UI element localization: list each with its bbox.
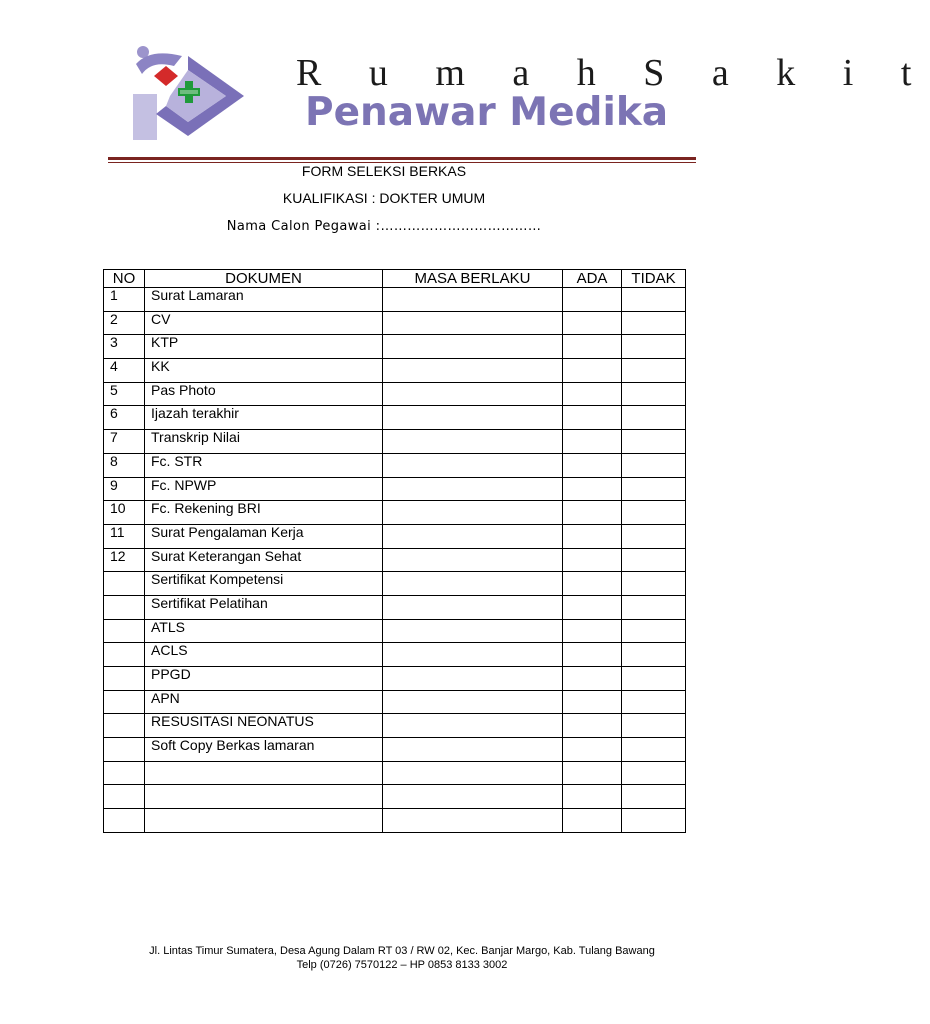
row-document: ATLS	[145, 619, 383, 643]
row-document: Sertifikat Kompetensi	[145, 572, 383, 596]
row-validity-cell[interactable]	[383, 453, 563, 477]
table-row	[104, 453, 686, 477]
row-tidak-cell[interactable]	[622, 643, 686, 667]
row-validity-cell[interactable]	[383, 311, 563, 335]
row-number: 11	[104, 524, 145, 548]
row-ada-cell[interactable]	[563, 690, 622, 714]
row-document: Fc. NPWP	[145, 477, 383, 501]
row-ada-cell[interactable]	[563, 572, 622, 596]
footer-address: Jl. Lintas Timur Sumatera, Desa Agung Dalam RT 03 / RW 02, Kec. Banjar Margo, Kab. Tulang Bawang	[149, 945, 655, 957]
table-row	[104, 667, 686, 691]
row-number: 1	[104, 288, 145, 312]
row-number	[104, 619, 145, 643]
row-document: Transkrip Nilai	[145, 430, 383, 454]
row-tidak-cell[interactable]	[622, 335, 686, 359]
row-number: 12	[104, 548, 145, 572]
row-validity-cell[interactable]	[383, 572, 563, 596]
column-header-masa-berlaku: MASA BERLAKU	[383, 270, 563, 288]
row-tidak-cell[interactable]	[622, 785, 686, 809]
table-row	[104, 643, 686, 667]
qualification-label: KUALIFIKASI : DOKTER UMUM	[282, 190, 486, 206]
row-tidak-cell[interactable]	[622, 430, 686, 454]
row-document: APN	[145, 690, 383, 714]
row-document: Pas Photo	[145, 382, 383, 406]
column-header-ada: ADA	[563, 270, 622, 288]
row-number: 2	[104, 311, 145, 335]
table-row	[104, 809, 686, 833]
row-validity-cell[interactable]	[383, 335, 563, 359]
row-document: Surat Pengalaman Kerja	[145, 524, 383, 548]
row-ada-cell[interactable]	[563, 619, 622, 643]
row-validity-cell[interactable]	[383, 477, 563, 501]
table-row	[104, 714, 686, 738]
row-validity-cell[interactable]	[383, 714, 563, 738]
row-number: 3	[104, 335, 145, 359]
row-tidak-cell[interactable]	[622, 288, 686, 312]
row-ada-cell[interactable]	[563, 335, 622, 359]
table-row	[104, 311, 686, 335]
row-tidak-cell[interactable]	[622, 667, 686, 691]
row-number	[104, 785, 145, 809]
table-row	[104, 524, 686, 548]
row-ada-cell[interactable]	[563, 761, 622, 785]
table-row	[104, 548, 686, 572]
table-row	[104, 738, 686, 762]
table-row	[104, 501, 686, 525]
row-ada-cell[interactable]	[563, 406, 622, 430]
row-number	[104, 667, 145, 691]
row-document: CV	[145, 311, 383, 335]
row-ada-cell[interactable]	[563, 311, 622, 335]
row-validity-cell[interactable]	[383, 548, 563, 572]
row-tidak-cell[interactable]	[622, 572, 686, 596]
footer-phone: Telp (0726) 7570122 – HP 0853 8133 3002	[296, 959, 508, 971]
row-tidak-cell[interactable]	[622, 382, 686, 406]
table-row	[104, 619, 686, 643]
row-number	[104, 809, 145, 833]
row-ada-cell[interactable]	[563, 785, 622, 809]
hospital-name-line2: Penawar Medika	[305, 90, 669, 135]
row-tidak-cell[interactable]	[622, 738, 686, 762]
row-number: 5	[104, 382, 145, 406]
row-document: KTP	[145, 335, 383, 359]
row-tidak-cell[interactable]	[622, 501, 686, 525]
row-validity-cell[interactable]	[383, 667, 563, 691]
row-document: Surat Keterangan Sehat	[145, 548, 383, 572]
document-checklist-table	[103, 269, 686, 833]
row-document: RESUSITASI NEONATUS	[145, 714, 383, 738]
row-validity-cell[interactable]	[383, 690, 563, 714]
row-number	[104, 714, 145, 738]
row-number	[104, 690, 145, 714]
column-header-no: NO	[104, 270, 145, 288]
row-tidak-cell[interactable]	[622, 619, 686, 643]
row-number: 10	[104, 501, 145, 525]
row-number: 8	[104, 453, 145, 477]
row-validity-cell[interactable]	[383, 359, 563, 383]
row-tidak-cell[interactable]	[622, 595, 686, 619]
column-header-dokumen: DOKUMEN	[145, 270, 383, 288]
table-row	[104, 288, 686, 312]
row-ada-cell[interactable]	[563, 548, 622, 572]
row-document: Surat Lamaran	[145, 288, 383, 312]
row-validity-cell[interactable]	[383, 761, 563, 785]
row-validity-cell[interactable]	[383, 738, 563, 762]
table-row	[104, 406, 686, 430]
column-header-tidak: TIDAK	[622, 270, 686, 288]
row-validity-cell[interactable]	[383, 785, 563, 809]
row-tidak-cell[interactable]	[622, 690, 686, 714]
row-number: 4	[104, 359, 145, 383]
row-document	[145, 785, 383, 809]
row-document: Ijazah terakhir	[145, 406, 383, 430]
row-validity-cell[interactable]	[383, 619, 563, 643]
table-row	[104, 477, 686, 501]
row-validity-cell[interactable]	[383, 382, 563, 406]
hospital-logo	[130, 44, 248, 144]
row-validity-cell[interactable]	[383, 406, 563, 430]
row-ada-cell[interactable]	[563, 359, 622, 383]
row-ada-cell[interactable]	[563, 453, 622, 477]
table-row	[104, 785, 686, 809]
form-title: FORM SELEKSI BERKAS	[301, 163, 467, 179]
row-validity-cell[interactable]	[383, 524, 563, 548]
row-validity-cell[interactable]	[383, 595, 563, 619]
header-divider	[108, 157, 696, 160]
row-number	[104, 595, 145, 619]
table-row	[104, 595, 686, 619]
row-validity-cell[interactable]	[383, 430, 563, 454]
row-document: KK	[145, 359, 383, 383]
row-tidak-cell[interactable]	[622, 406, 686, 430]
row-validity-cell[interactable]	[383, 809, 563, 833]
row-tidak-cell[interactable]	[622, 453, 686, 477]
row-number	[104, 572, 145, 596]
hospital-name-line1: R u m a h S a k i t	[296, 52, 930, 94]
row-document: Fc. STR	[145, 453, 383, 477]
table-row	[104, 430, 686, 454]
row-tidak-cell[interactable]	[622, 524, 686, 548]
row-ada-cell[interactable]	[563, 430, 622, 454]
row-number	[104, 643, 145, 667]
row-document: Sertifikat Pelatihan	[145, 595, 383, 619]
candidate-name-field: Nama Calon Pegawai :………………………………	[226, 219, 542, 234]
row-ada-cell[interactable]	[563, 809, 622, 833]
row-document	[145, 761, 383, 785]
row-tidak-cell[interactable]	[622, 714, 686, 738]
row-number: 6	[104, 406, 145, 430]
table-row	[104, 382, 686, 406]
table-header-row	[104, 270, 686, 288]
row-tidak-cell[interactable]	[622, 548, 686, 572]
row-tidak-cell[interactable]	[622, 477, 686, 501]
table-row	[104, 761, 686, 785]
row-ada-cell[interactable]	[563, 288, 622, 312]
table-row	[104, 690, 686, 714]
row-validity-cell[interactable]	[383, 643, 563, 667]
row-ada-cell[interactable]	[563, 667, 622, 691]
row-document	[145, 809, 383, 833]
row-ada-cell[interactable]	[563, 501, 622, 525]
table-row	[104, 572, 686, 596]
row-ada-cell[interactable]	[563, 382, 622, 406]
row-tidak-cell[interactable]	[622, 359, 686, 383]
row-validity-cell[interactable]	[383, 501, 563, 525]
row-tidak-cell[interactable]	[622, 761, 686, 785]
row-document: ACLS	[145, 643, 383, 667]
row-tidak-cell[interactable]	[622, 311, 686, 335]
row-document: Soft Copy Berkas lamaran	[145, 738, 383, 762]
row-ada-cell[interactable]	[563, 524, 622, 548]
row-validity-cell[interactable]	[383, 288, 563, 312]
row-number	[104, 761, 145, 785]
row-document: Fc. Rekening BRI	[145, 501, 383, 525]
row-tidak-cell[interactable]	[622, 809, 686, 833]
row-document: PPGD	[145, 667, 383, 691]
table-row	[104, 335, 686, 359]
row-number: 9	[104, 477, 145, 501]
table-row	[104, 359, 686, 383]
row-ada-cell[interactable]	[563, 477, 622, 501]
row-ada-cell[interactable]	[563, 643, 622, 667]
row-number	[104, 738, 145, 762]
row-ada-cell[interactable]	[563, 714, 622, 738]
row-ada-cell[interactable]	[563, 738, 622, 762]
row-number: 7	[104, 430, 145, 454]
row-ada-cell[interactable]	[563, 595, 622, 619]
